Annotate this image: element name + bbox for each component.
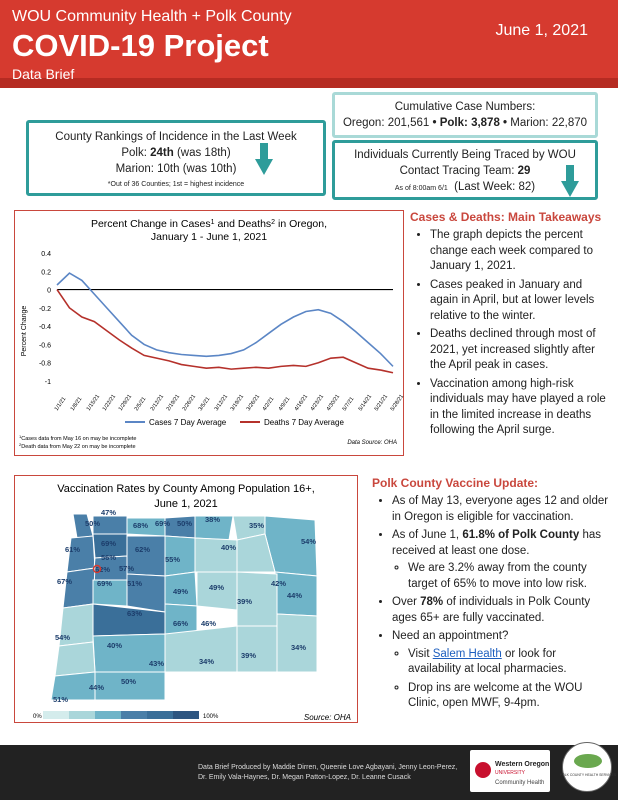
salem-health-link[interactable]: Salem Health bbox=[432, 647, 502, 660]
legend-deaths-label: Deaths 7 Day Average bbox=[264, 418, 344, 427]
x-tick-label: 2/5/21 bbox=[133, 396, 148, 413]
vaccine-subitem: ◦ We are 3.2% away from the county target of 65% to move into low risk. bbox=[408, 561, 610, 592]
x-tick-label: 2/26/21 bbox=[181, 393, 198, 413]
county-rate-label: 61% bbox=[65, 545, 81, 554]
marion-label: Marion: bbox=[510, 117, 552, 129]
oregon-value: 201,561 bbox=[387, 117, 430, 129]
county-rankings-box bbox=[26, 120, 326, 196]
line-chart-svg bbox=[15, 211, 406, 455]
x-tick-label: 1/15/21 bbox=[85, 393, 102, 413]
takeaways-list bbox=[414, 228, 610, 442]
county-rate-label: 54% bbox=[55, 633, 71, 642]
chart-title-line1: Percent Change in Cases$^1$ and Deaths$^2$ in Oregon, bbox=[90, 218, 328, 230]
map-source: Source: OHA bbox=[303, 713, 351, 722]
rankings-note: *Out of 36 Counties; 1st = highest incidence bbox=[107, 181, 245, 188]
polk-county-logo bbox=[559, 742, 617, 792]
y-tick-label: -0.4 bbox=[38, 324, 51, 332]
takeaway-item: • The graph depicts the percent change each week compared to January 1, 2021. bbox=[430, 228, 610, 275]
county-rate-label: 46% bbox=[201, 619, 217, 628]
tracing-last-week: (Last Week: 82) bbox=[454, 181, 536, 193]
vaccine-item: • As of June 1, 61.8% of Polk County has received at least one dose. ◦ We are 3.2% away from the county target of 65% to move into low risk. bbox=[392, 528, 610, 592]
county-rate-label: 68% bbox=[133, 521, 149, 530]
page-subtitle: Data Brief bbox=[12, 66, 75, 82]
county-rate-label: 38% bbox=[205, 515, 221, 524]
legend-cases-label: Cases 7 Day Average bbox=[149, 418, 227, 427]
county-rate-label: 34% bbox=[199, 657, 215, 666]
county-rate-label: 47% bbox=[101, 508, 117, 517]
tracing-title: Individuals Currently Being Traced by WOU bbox=[354, 149, 576, 161]
x-tick-label: 3/19/21 bbox=[229, 393, 246, 413]
polk-hills-icon bbox=[574, 754, 602, 768]
takeaway-item: • Deaths declined through most of 2021, yet increased slightly after the April peak in cases. bbox=[430, 327, 610, 374]
county-shapes bbox=[51, 514, 317, 700]
x-tick-label: 1/22/21 bbox=[101, 393, 118, 413]
polk-logo-svg bbox=[559, 743, 617, 793]
county-rate-label: 51% bbox=[53, 695, 69, 704]
county-shape bbox=[63, 568, 95, 608]
credits-line1: Data Brief Produced by Maddie Dirren, Queenie Love Agbayani, Jenny Leon-Perez, bbox=[198, 764, 458, 771]
county-rate-label: 44% bbox=[287, 591, 303, 600]
series-line bbox=[57, 273, 393, 366]
rankings-marion: Marion: 10th (was 10th) bbox=[115, 163, 237, 175]
arrow-down-icon bbox=[255, 143, 273, 175]
x-tick-label: 3/12/21 bbox=[213, 393, 230, 413]
y-tick-label: 0.4 bbox=[41, 251, 51, 258]
x-tick-label: 5/21/21 bbox=[373, 393, 390, 413]
county-rate-label: 49% bbox=[209, 583, 225, 592]
county-rate-label: 69% bbox=[97, 579, 113, 588]
wou-seal-icon bbox=[475, 762, 491, 778]
takeaway-item: • Vaccination among high-risk individuals may have played a role in the limited increase in deaths following the April surge. bbox=[430, 377, 610, 439]
county-rate-label: 40% bbox=[107, 641, 123, 650]
credits bbox=[198, 763, 457, 783]
legend bbox=[125, 418, 344, 427]
county-rate-label: 54% bbox=[301, 537, 317, 546]
x-tick-label: 4/2/21 bbox=[261, 396, 276, 413]
map-legend-max: 100% bbox=[203, 714, 219, 720]
cumulative-values: Oregon: 201,561 • Polk: 3,878 • Marion: 22,870 bbox=[342, 117, 588, 129]
page-title: COVID-19 Project bbox=[12, 28, 269, 63]
polk-label: Polk bbox=[439, 117, 465, 129]
y-tick-label: -0.8 bbox=[38, 360, 51, 368]
header-org: WOU Community Health + Polk County bbox=[12, 8, 292, 25]
county-rate-label: 50% bbox=[85, 519, 101, 528]
county-rate-label: 43% bbox=[149, 659, 165, 668]
marion-value: 22,870 bbox=[551, 117, 588, 129]
takeaways-heading: Cases & Deaths: Main Takeaways bbox=[410, 210, 602, 224]
county-rate-label: 62% bbox=[95, 565, 111, 574]
chart-source: Data Source: OHA bbox=[347, 440, 397, 446]
tracing-asof: As of 8:00am 6/1 bbox=[394, 185, 448, 192]
percent-change-chart bbox=[14, 210, 404, 456]
polk-rank-label: Polk: bbox=[121, 147, 151, 159]
polk-value: 3,878 bbox=[471, 117, 500, 129]
vaccine-item: • Over 78% of individuals in Polk County ages 65+ are fully vaccinated. bbox=[392, 595, 610, 626]
x-tick-label: 4/9/21 bbox=[277, 396, 292, 413]
polk-rank-prev: (was 18th) bbox=[173, 147, 231, 159]
county-rate-label: 35% bbox=[249, 521, 265, 530]
tracing-team bbox=[335, 163, 595, 179]
x-tick-label: 1/1/21 bbox=[53, 396, 68, 413]
county-rate-label: 69% bbox=[155, 519, 171, 528]
county-rate-label: 66% bbox=[173, 619, 189, 628]
x-tick-label: 5/28/21 bbox=[389, 393, 406, 413]
county-rate-label: 57% bbox=[119, 564, 135, 573]
svg-text:UNIVERSITY: UNIVERSITY bbox=[495, 770, 526, 776]
vaccine-heading: Polk County Vaccine Update: bbox=[372, 476, 539, 490]
cumulative-cases-box bbox=[332, 92, 598, 138]
x-tick-label: 2/19/21 bbox=[165, 393, 182, 413]
y-tick-label: 0 bbox=[47, 287, 51, 295]
county-rate-label: 39% bbox=[241, 651, 257, 660]
county-rate-label: 56% bbox=[101, 553, 117, 562]
county-rate-label: 49% bbox=[173, 587, 189, 596]
county-rate-label: 50% bbox=[177, 519, 193, 528]
takeaway-item: • Cases peaked in January and again in April, but at lower levels relative to the winter. bbox=[430, 278, 610, 325]
wou-logo-svg bbox=[470, 750, 550, 792]
county-rate-label: 42% bbox=[271, 579, 287, 588]
wou-logo bbox=[470, 750, 550, 792]
vaccine-item: • Need an appointment? ◦ Visit Salem Health or look for availability at local pharmacies. ◦ Drop ins are welcome at the WOU Clinic, open MWF, 9-4pm. bbox=[392, 629, 610, 712]
cumulative-title: Cumulative Case Numbers: bbox=[394, 101, 536, 113]
rankings-polk bbox=[29, 145, 323, 161]
y-tick-label: -1 bbox=[44, 379, 51, 386]
county-rate-label: 50% bbox=[121, 677, 137, 686]
x-tick-label: 4/23/21 bbox=[309, 393, 326, 413]
x-tick-label: 1/8/21 bbox=[69, 396, 84, 413]
county-shape bbox=[67, 536, 95, 572]
map-title-line1: Vaccination Rates by County Among Population 16+, bbox=[57, 483, 315, 495]
chart-footnote2: $^2$Death data from May 22 on may be incomplete bbox=[19, 441, 136, 450]
x-tick-label: 3/26/21 bbox=[245, 393, 262, 413]
arrow-down-icon bbox=[561, 165, 579, 197]
county-rate-label: 69% bbox=[101, 539, 117, 548]
chart-footnote1: $^1$Cases data from May 16 on may be incomplete bbox=[19, 433, 137, 442]
x-tick-label: 5/14/21 bbox=[357, 393, 374, 413]
vaccine-subitem: ◦ Visit Salem Health or look for availability at local pharmacies. bbox=[408, 647, 610, 678]
county-rate-label: 62% bbox=[135, 545, 151, 554]
county-rate-label: 40% bbox=[221, 543, 237, 552]
county-shape bbox=[237, 626, 277, 672]
county-rate-label: 51% bbox=[127, 579, 143, 588]
header-band bbox=[0, 78, 618, 88]
oregon-map-svg bbox=[15, 476, 357, 722]
map-title-line2: June 1, 2021 bbox=[154, 498, 218, 510]
chart-title-line2: January 1 - June 1, 2021 bbox=[150, 231, 268, 243]
vaccine-subitem: ◦ Drop ins are welcome at the WOU Clinic, open MWF, 9-4pm. bbox=[408, 681, 610, 712]
series-line bbox=[57, 290, 393, 373]
map-legend-min: 0% bbox=[33, 714, 42, 720]
county-rate-label: 63% bbox=[127, 609, 143, 618]
header-banner bbox=[0, 0, 618, 88]
tracing-last-week-row bbox=[335, 179, 595, 197]
polk-rank: 24th bbox=[150, 147, 174, 159]
county-shape bbox=[55, 642, 95, 676]
credits-line2: Dr. Emily Vala-Haynes, Dr. Megan Patton-Lopez, Dr. Leanne Cusack bbox=[198, 774, 411, 781]
svg-text:Community Health: Community Health bbox=[495, 780, 545, 786]
oregon-label: Oregon: bbox=[342, 117, 388, 129]
svg-text:POLK COUNTY HEALTH SERVICES: POLK COUNTY HEALTH SERVICES bbox=[559, 773, 617, 777]
x-tick-label: 3/5/21 bbox=[197, 396, 212, 413]
x-tick-label: 4/16/21 bbox=[293, 393, 310, 413]
vaccination-map bbox=[14, 475, 358, 723]
map-legend-scale bbox=[43, 711, 199, 719]
county-rate-label: 44% bbox=[89, 683, 105, 692]
contact-tracing-box bbox=[332, 140, 598, 200]
brief-date: June 1, 2021 bbox=[495, 22, 588, 39]
county-rate-label: 34% bbox=[291, 643, 307, 652]
x-tick-label: 1/29/21 bbox=[117, 393, 134, 413]
svg-text:Western Oregon: Western Oregon bbox=[495, 761, 550, 768]
x-tick-label: 5/7/21 bbox=[341, 396, 356, 413]
y-tick-label: -0.6 bbox=[38, 342, 51, 350]
vaccine-list bbox=[376, 494, 610, 715]
y-tick-label: -0.2 bbox=[38, 305, 51, 313]
vaccine-item: • As of May 13, everyone ages 12 and older in Oregon is eligible for vaccination. bbox=[392, 494, 610, 525]
x-tick-label: 2/12/21 bbox=[149, 393, 166, 413]
tracing-team-label: Contact Tracing Team: bbox=[399, 165, 518, 177]
county-rate-label: 67% bbox=[57, 577, 73, 586]
x-tick-label: 4/30/21 bbox=[325, 393, 342, 413]
county-rate-label: 55% bbox=[165, 555, 181, 564]
y-tick-label: 0.2 bbox=[41, 269, 51, 277]
tracing-team-value: 29 bbox=[517, 165, 531, 177]
rankings-title: County Rankings of Incidence in the Last Week bbox=[55, 131, 297, 143]
county-rate-label: 39% bbox=[237, 597, 253, 606]
chart-ylabel: Percent Change bbox=[21, 305, 28, 357]
